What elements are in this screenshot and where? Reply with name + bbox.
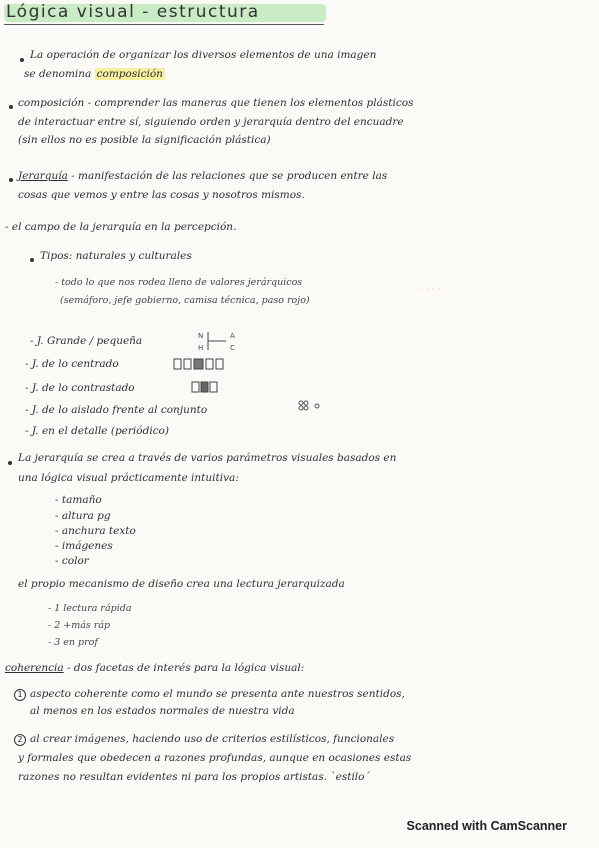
svg-text:A: A	[230, 332, 235, 340]
sketch-letters-icon	[196, 328, 246, 354]
contrast-blocks-icon	[191, 380, 219, 394]
text-fragment: - dos facetas de interés para la lógica visual:	[67, 662, 305, 674]
bullet	[20, 58, 24, 62]
centered-blocks-icon	[173, 357, 229, 371]
bleed-through: · · · ·	[420, 285, 441, 295]
list-item: - 2 +más ráp	[48, 620, 111, 631]
bullet	[8, 461, 12, 465]
title-underline	[4, 24, 324, 25]
text-fragment: - comprender las maneras que tienen los elementos plásticos	[87, 97, 414, 109]
text-fragment: - manifestación de las relaciones que se producen entre las	[71, 170, 388, 182]
text-line	[18, 170, 387, 183]
page-title: Lógica visual - estructura	[6, 2, 260, 22]
text-line: La jerarquía se crea a través de varios parámetros visuales basados en	[18, 452, 397, 464]
text-line: - todo lo que nos rodea lleno de valores jerárquicos	[55, 277, 303, 288]
bullet	[30, 258, 34, 262]
text-fragment: se denomina	[24, 68, 92, 80]
list-item: - 3 en prof	[48, 637, 98, 648]
text-line: - el campo de la jerarquía en la percepción.	[5, 221, 237, 233]
text-line: al crear imágenes, haciendo uso de criterios estilísticos, funcionales	[30, 733, 395, 745]
list-item: - 1 lectura rápida	[48, 603, 132, 614]
text-line: al menos en los estados normales de nuestra vida	[30, 705, 295, 717]
list-item: - color	[55, 555, 89, 567]
text-line: el propio mecanismo de diseño crea una lectura jerarquizada	[18, 578, 345, 590]
term: Jerarquía	[18, 170, 68, 182]
text-line: aspecto coherente como el mundo se presenta ante nuestros sentidos,	[30, 688, 405, 700]
list-item: - J. Grande / pequeña	[30, 335, 143, 347]
text-line: de interactuar entre sí, siguiendo orden y jerarquía dentro del encuadre	[18, 116, 404, 128]
list-item: - J. de lo centrado	[25, 358, 119, 370]
list-item: - J. de lo aislado frente al conjunto	[25, 404, 208, 416]
text-line: Tipos: naturales y culturales	[40, 250, 192, 262]
svg-text:H: H	[198, 344, 204, 352]
text-line	[18, 97, 413, 110]
bullet	[9, 178, 13, 182]
list-item: - imágenes	[55, 540, 113, 552]
text-line: La operación de organizar los diversos elementos de una imagen	[30, 49, 377, 61]
text-line: una lógica visual prácticamente intuitiva:	[18, 472, 239, 484]
text-line: (semáforo, jefe gobierno, camisa técnica, paso rojo)	[60, 295, 310, 306]
isolated-dots-icon	[297, 398, 325, 414]
text-line	[24, 68, 165, 81]
list-item: - J. en el detalle (periódico)	[25, 425, 169, 437]
text-line	[5, 662, 304, 675]
svg-text:C: C	[230, 344, 235, 352]
highlighted-term: composición	[96, 68, 163, 80]
list-item: - J. de lo contrastado	[25, 382, 135, 394]
list-item: - tamaño	[55, 494, 102, 506]
term: coherencia	[5, 662, 64, 674]
text-line: (sin ellos no es posible la significación plástica)	[18, 134, 271, 146]
svg-text:N: N	[198, 332, 204, 340]
text-line: y formales que obedecen a razones profundas, aunque en ocasiones estas	[18, 752, 412, 764]
number-circle: 1	[14, 689, 26, 701]
scanner-watermark: Scanned with CamScanner	[406, 819, 567, 833]
list-item: - anchura texto	[55, 525, 136, 537]
term: composición	[18, 97, 85, 109]
number-circle: 2	[14, 734, 26, 746]
text-line: razones no resultan evidentes ni para los propios artistas. `estilo´	[18, 771, 370, 783]
text-line: cosas que vemos y entre las cosas y nosotros mismos.	[18, 189, 305, 201]
list-item: - altura pg	[55, 510, 111, 522]
bullet	[9, 105, 13, 109]
